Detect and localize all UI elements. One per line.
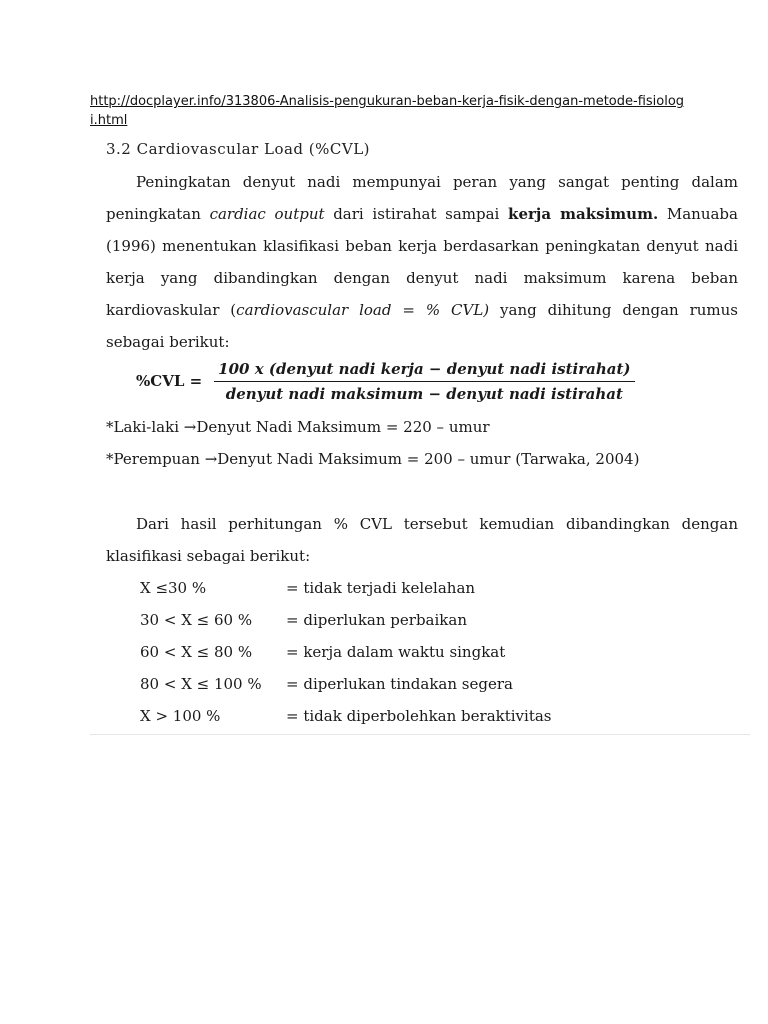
fraction-bar — [214, 381, 634, 382]
class-desc: = tidak terjadi kelelahan — [286, 579, 476, 597]
classification-intro — [106, 508, 738, 572]
para-bold: kerja maksimum. — [508, 205, 659, 223]
class-desc: = diperlukan perbaikan — [286, 611, 467, 629]
class-range: X ≤30 % — [140, 579, 207, 597]
cvl-formula — [136, 354, 635, 408]
formula-numerator: 100 x (denyut nadi kerja − denyut nadi istirahat) — [218, 359, 631, 378]
formula-denominator: denyut nadi maksimum − denyut nadi istirahat — [225, 384, 623, 403]
table-row — [140, 700, 700, 732]
class-desc: = diperlukan tindakan segera — [286, 675, 513, 693]
para-text: dari istirahat sampai — [324, 205, 509, 223]
rule-male: *Laki-laki →Denyut Nadi Maksimum = 220 – umur — [106, 418, 490, 436]
table-row — [140, 668, 700, 700]
class-desc: = kerja dalam waktu singkat — [286, 643, 506, 661]
para-text: Peningkatan denyut nadi mempunyai peran yang sangat penting dalam peningkatan — [106, 173, 738, 223]
class-range: 30 < X ≤ 60 % — [140, 611, 253, 629]
formula-fraction — [214, 360, 634, 403]
table-row — [140, 604, 700, 636]
section-heading: 3.2 Cardiovascular Load (%CVL) — [106, 140, 371, 158]
class-range: 60 < X ≤ 80 % — [140, 643, 253, 661]
class-range: X > 100 % — [140, 707, 221, 725]
intro-paragraph — [106, 166, 738, 358]
rule-female: *Perempuan →Denyut Nadi Maksimum = 200 – umur (Tarwaka, 2004) — [106, 450, 640, 468]
para-italic: cardiac output — [209, 205, 325, 223]
table-row — [140, 572, 700, 604]
class-desc: = tidak diperbolehkan beraktivitas — [286, 707, 552, 725]
para-italic: cardiovascular load = % CVL) — [236, 301, 490, 319]
formula-lhs: %CVL = — [136, 372, 203, 390]
para-text: Dari hasil perhitungan % CVL tersebut kemudian dibandingkan dengan klasifikasi sebagai berikut: — [106, 515, 738, 565]
source-link[interactable]: http://docplayer.info/313806-Analisis-pengukuran-beban-kerja-fisik-dengan-metode-fisiologi.html — [90, 94, 685, 128]
scanned-excerpt — [90, 136, 750, 735]
classification-table — [140, 572, 700, 732]
para-text: Manuaba (1996) menentukan klasifikasi beban kerja berdasarkan peningkatan denyut nadi kerja yang dibandingkan dengan denyut nadi maksimum karena beban kardiovaskular ( — [106, 205, 738, 319]
para-text: yang dihitung dengan rumus sebagai berikut: — [106, 301, 739, 351]
class-range: 80 < X ≤ 100 % — [140, 675, 262, 693]
table-row — [140, 636, 700, 668]
